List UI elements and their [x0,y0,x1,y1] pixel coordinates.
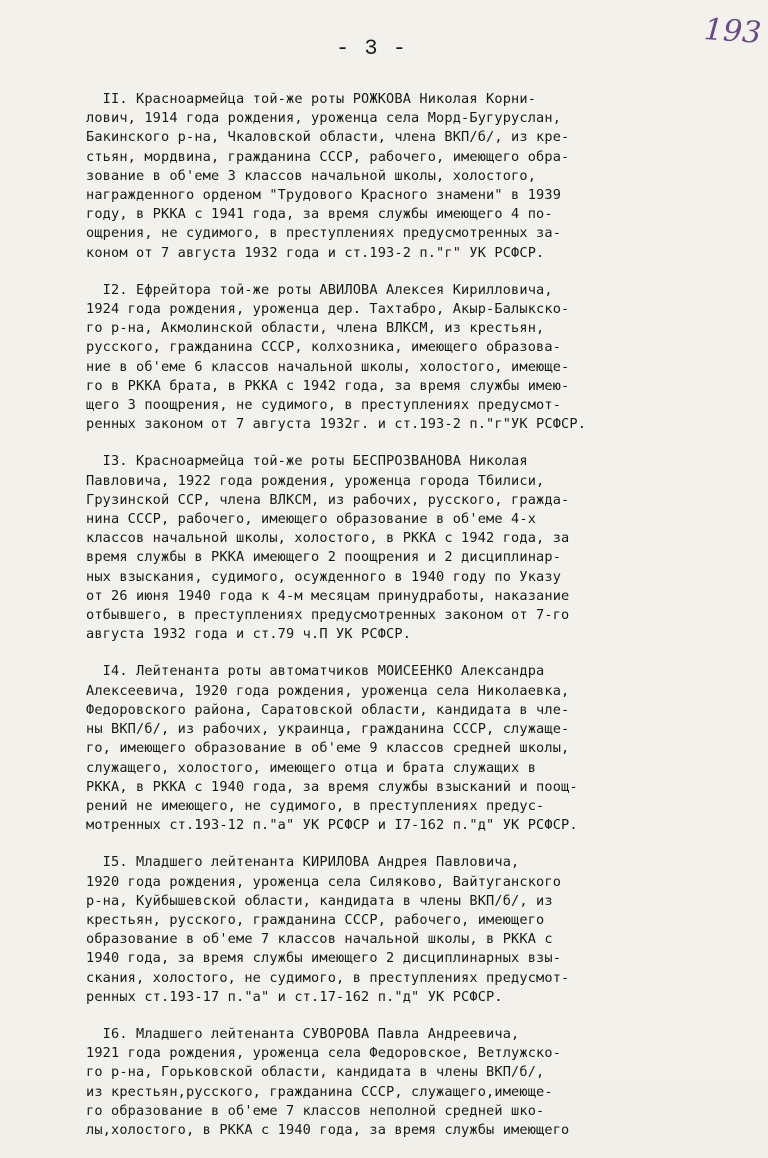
text-line: 1921 года рождения, уроженца села Федоровское, Ветлужско- [86,1045,562,1062]
text-line: Бакинского р-на, Чкаловской области, члена ВКП/б/, из кре- [86,129,570,146]
text-line: Федоровского района, Саратовской области, кандидата в чле- [86,701,570,718]
text-line: щего 3 поощрения, не судимого, в преступлениях предусмот- [86,397,562,414]
text-line: мотренных ст.193-12 п."а" УК РСФСР и I7-162 п."д" УК РСФСР. [86,817,578,834]
text-line: августа 1932 года и ст.79 ч.П УК РСФСР. [86,626,412,643]
text-line: награжденного орденом "Трудового Красного знамени" в 1939 [86,187,562,204]
text-line: РККА, в РККА с 1940 года, за время службы взысканий и поощ- [86,778,578,795]
text-line: Павловича, 1922 года рождения, уроженца города Тбилиси, [86,472,545,489]
text-line: классов начальной школы, холостого, в РККА с 1942 года, за [86,530,570,547]
text-line: русского, гражданина СССР, колхозника, имеющего образова- [86,339,562,356]
text-line: ных взыскания, судимого, осужденного в 1940 году по Указу [86,568,562,585]
text-line: го, имеющего образование в об'еме 9 классов средней школы, [86,740,570,757]
text-line: Алексеевича, 1920 года рождения, уроженца села Николаевка, [86,682,570,699]
paragraph-11 [86,90,754,263]
archive-stamp-number: 193 [702,12,763,51]
paragraph-13 [86,452,754,644]
text-line: I6. Младшего лейтенанта СУВОРОВА Павла Андреевича, [86,1025,520,1042]
text-line: стьян, мордвина, гражданина СССР, рабочего, имеющего обра- [86,148,570,165]
text-line: ренных законом от 7 августа 1932г. и ст.193-2 п."г"УК РСФСР. [86,416,587,433]
text-line: время службы в РККА имеющего 2 поощрения и 2 дисциплинар- [86,549,562,566]
text-line: го р-на, Акмолинской области, члена ВЛКСМ, из крестьян, [86,320,545,337]
text-line: ощрения, не судимого, в преступлениях предусмотренных за- [86,225,562,242]
text-line: го образование в об'еме 7 классов неполной средней шко- [86,1102,545,1119]
text-line: образование в об'еме 7 классов начальной школы, в РККА с [86,931,553,948]
paragraph-14 [86,662,754,835]
text-line: Грузинской ССР, члена ВЛКСМ, из рабочих, русского, гражда- [86,491,570,508]
text-line: лы,холостого, в РККА с 1940 года, за время службы имеющего [86,1121,570,1138]
document-body [86,90,754,1158]
text-line: коном от 7 августа 1932 года и ст.193-2 п."г" УК РСФСР. [86,244,545,261]
text-line: рений не имеющего, не судимого, в преступлениях предус- [86,797,545,814]
text-line: нина СССР, рабочего, имеющего образование в об'еме 4-х [86,511,537,528]
text-line: крестьян, русского, гражданина СССР, рабочего, имеющего [86,911,545,928]
text-line: ренных ст.193-17 п."а" и ст.17-162 п."д" УК РСФСР. [86,988,503,1005]
text-line: II. Красноармейца той-же роты РОЖКОВА Николая Корни- [86,91,537,107]
text-line: служащего, холостого, имеющего отца и брата служащих в [86,759,537,776]
text-line: го в РККА брата, в РККА с 1942 года, за время службы имею- [86,377,570,394]
text-line: ние в об'еме 6 классов начальной школы, холостого, имеюще- [86,358,570,375]
text-line: 1940 года, за время службы имеющего 2 дисциплинарных взы- [86,950,562,967]
text-line: I4. Лейтенанта роты автоматчиков МОИСЕЕНКО Александра [86,663,545,680]
text-line: скания, холостого, не судимого, в преступлениях предусмот- [86,969,570,986]
paragraph-12 [86,281,754,435]
text-line: лович, 1914 года рождения, уроженца села Морд-Бугуруслан, [86,110,562,127]
text-line: из крестьян,русского, гражданина СССР, служащего,имеюще- [86,1083,553,1100]
text-line: зование в об'еме 3 классов начальной школы, холостого, [86,167,537,184]
text-line: отбывшего, в преступлениях предусмотренных законом от 7-го [86,607,570,624]
text-line: 1924 года рождения, уроженца дер. Тахтабро, Акыр-Балыкско- [86,301,570,318]
text-line: ны ВКП/б/, из рабочих, украинца, гражданина СССР, служаще- [86,721,570,738]
paragraph-16 [86,1025,754,1140]
page-number: - 3 - [336,36,408,61]
text-line: р-на, Куйбышевской области, кандидата в члены ВКП/б/, из [86,892,553,909]
text-line: I5. Младшего лейтенанта КИРИЛОВА Андрея Павловича, [86,854,520,871]
text-line: I3. Красноармейца той-же роты БЕСПРОЗВАНОВА Николая [86,453,528,470]
text-line: го р-на, Горьковской области, кандидата в члены ВКП/б/, [86,1064,545,1081]
text-line: от 26 июня 1940 года к 4-м месяцам принудработы, наказание [86,587,570,604]
paragraph-15 [86,853,754,1007]
text-line: 1920 года рождения, уроженца села Силяково, Вайтуганского [86,873,562,890]
text-line: I2. Ефрейтора той-же роты АВИЛОВА Алексея Кирилловича, [86,281,553,298]
text-line: году, в РККА с 1941 года, за время службы имеющего 4 по- [86,206,553,223]
